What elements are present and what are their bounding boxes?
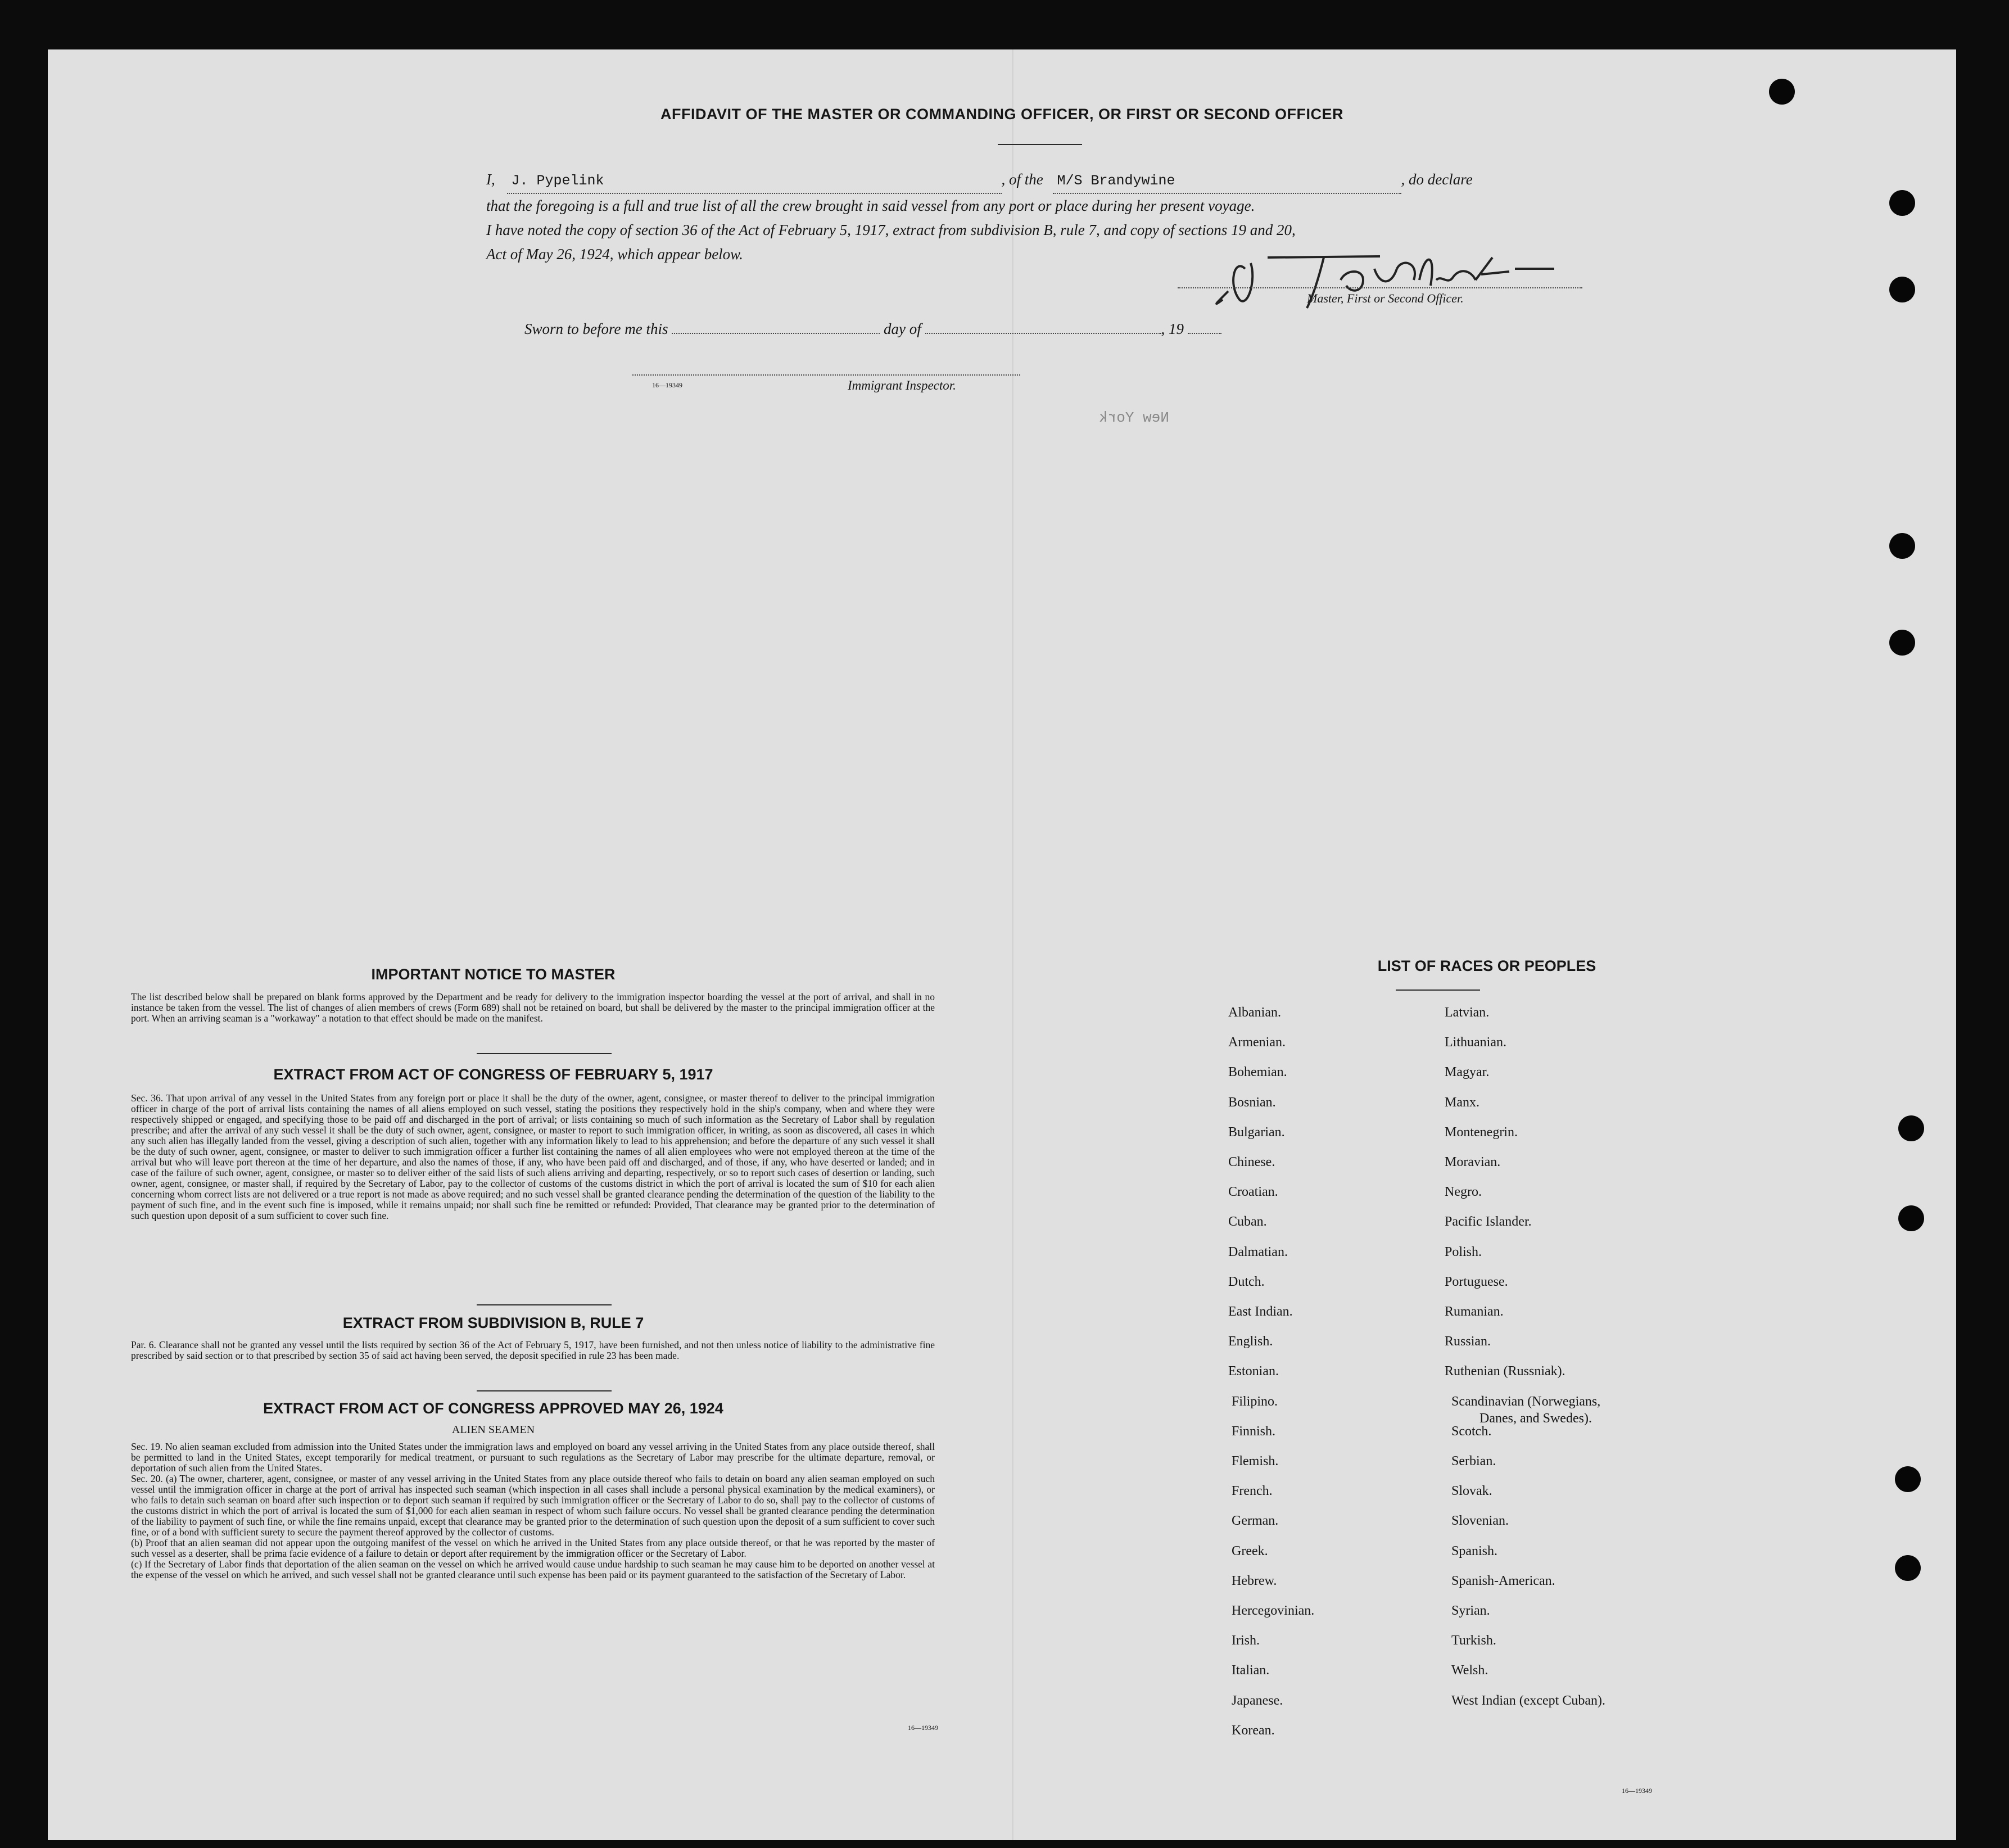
binder-hole [1889,533,1915,559]
race-item: Cuban. [1228,1214,1267,1230]
declaration-line-4: Act of May 26, 1924, which appear below. [486,246,743,263]
stamp-text: New York [1099,409,1169,426]
form-number: 16—19349 [908,1724,938,1732]
race-item: Spanish-American. [1451,1573,1555,1588]
sworn-day-field [672,333,880,334]
race-item: Negro. [1445,1185,1482,1200]
binder-hole [1898,1115,1924,1141]
day-of-label: day of [884,320,921,337]
binder-hole [1889,277,1915,302]
race-item: Filipino. [1232,1394,1278,1409]
race-item: Scandinavian (Norwegians, [1451,1394,1601,1409]
race-item: Slovenian. [1451,1513,1509,1529]
race-item: Serbian. [1451,1454,1496,1469]
section-rule [477,1304,612,1305]
race-item: Syrian. [1451,1603,1490,1618]
race-item: Armenian. [1228,1035,1286,1050]
race-item: Spanish. [1451,1543,1498,1558]
document-page [48,49,1956,1840]
notice-title: IMPORTANT NOTICE TO MASTER [371,966,616,983]
race-item: Scotch. [1451,1424,1492,1439]
race-item: Dutch. [1228,1274,1265,1289]
race-item: Dalmatian. [1228,1244,1288,1259]
binder-hole [1889,630,1915,656]
race-item: Bulgarian. [1228,1124,1285,1140]
section-rule [477,1390,612,1391]
declaration-line-3: I have noted the copy of section 36 of the Act of February 5, 1917, extract from subdivision B, rule 7, and copy of sections 19 and 20, [486,222,1296,238]
sec-20b-text: (b) Proof that an alien seaman did not appear upon the outgoing manifest of the vessel on which he arrived in the United States from any place outside thereof, or that he was reported by the master of such vessel as a deserter, shall be prima facie evidence of a failure to detain or deport after requirement by the immigration officer or the Secretary of Labor. [131,1537,935,1559]
race-item: Bohemian. [1228,1065,1287,1080]
race-item: French. [1232,1484,1273,1499]
form-number: 16—19349 [1622,1787,1652,1795]
race-item: Manx. [1445,1095,1479,1110]
race-item: Japanese. [1232,1693,1283,1708]
race-item: Turkish. [1451,1633,1496,1648]
vessel-name: M/S Brandywine [1057,173,1175,189]
binder-hole [1898,1205,1924,1231]
race-item: Magyar. [1445,1065,1490,1080]
race-item: Rumanian. [1445,1304,1504,1319]
extract-1917-title: EXTRACT FROM ACT OF CONGRESS OF FEBRUARY 5, 1917 [273,1066,713,1083]
of-the-label: , of the [1001,171,1043,188]
race-item: Danes, and Swedes). [1479,1411,1592,1426]
race-item: Lithuanian. [1445,1035,1506,1050]
race-item: West Indian (except Cuban). [1451,1693,1605,1708]
extract-rule7-title: EXTRACT FROM SUBDIVISION B, RULE 7 [342,1314,644,1331]
race-item: Hercegovinian. [1232,1603,1315,1618]
binder-hole [1769,79,1795,105]
sworn-label: Sworn to before me this [524,320,668,337]
race-item: Italian. [1232,1663,1270,1678]
races-title-rule [1396,989,1480,991]
section-rule [477,1053,612,1054]
race-item: Russian. [1445,1334,1491,1349]
race-item: Montenegrin. [1445,1124,1518,1140]
declarant-name: J. Pypelink [511,173,604,189]
binder-hole [1895,1555,1921,1581]
race-item: Portuguese. [1445,1274,1508,1289]
sworn-month-field [925,333,1161,334]
signature-line [1178,287,1582,288]
sec-20c-text: (c) If the Secretary of Labor finds that deportation of the alien seaman on the vessel on which he arrived would cause undue hardship to such seaman he may cause him to be deported on another vessel at the expense of the vessel on which he arrived, and such vessel shall not be granted clearance until such expense has been paid or its payment guaranteed to the satisfaction of the Secretary of Labor. [131,1558,935,1580]
sworn-line [524,317,1221,341]
title-rule [998,144,1082,145]
declarant-name-field [507,168,1002,194]
signature-caption: Master, First or Second Officer. [1307,291,1464,305]
race-item: Latvian. [1445,1005,1490,1020]
race-item: Slovak. [1451,1484,1492,1499]
race-item: Greek. [1232,1543,1268,1558]
race-item: German. [1232,1513,1279,1529]
race-item: Ruthenian (Russniak). [1445,1364,1565,1379]
vessel-name-field [1053,168,1401,194]
binder-hole [1895,1466,1921,1492]
year-label: , 19 [1161,320,1184,337]
extract-1917-text: Sec. 36. That upon arrival of any vessel in the United States from any foreign port or place it shall be the duty of the owner, agent, consignee, or master thereof to deliver to the principal immigration officer in charge of the port of arrival lists containing the names of all aliens employed on such vessel, stating the positions they respectively hold in the ship's company, when and where they were respectively shipped or engaged, and specifying those to be paid off and discharged in the port of arrival; or lists containing so much of such information as the Secretary of Labor shall by regulation prescribe; and after the arrival of any such vessel it shall be the duty of such owner, agent, consignee, or master to report to such immigration officer, in writing, as soon as discovered, all cases in which any such alien has illegally landed from the vessel, giving a description of such alien, together with any information likely to lead to his apprehension; and before the departure of any such vessel it shall be the duty of such owner, agent, consignee, or master to deliver to such immigration officer a further list containing the names of all alien employees who were not employed thereon at the time of the arrival but who will leave port thereon at the time of her departure, and also the names of those, if any, who have been paid off and discharged, and of those, if any, who have deserted or landed; and in case of the failure of such owner, agent, consignee, or master so to deliver either of the said lists of such aliens arriving and departing, respectively, or so to report such cases of desertion or landing, such owner, agent, consignee, or master shall, if required by the Secretary of Labor, pay to the collector of customs of the customs district in which the port of arrival is located the sum of $10 for each alien concerning whom correct lists are not delivered or a true report is not made as above required; and no such vessel shall be granted clearance pending the determination of the question of the liability to the payment of such fine, and in the event such fine is imposed, while it remains unpaid; nor shall such fine be remitted or refunded: Provided, That clearance may be granted prior to the determination of such question upon deposit of a sum sufficient to cover such fine. [131,1092,935,1221]
form-number: 16—19349 [652,381,682,389]
race-item: Korean. [1232,1723,1275,1738]
i-label: I, [486,171,495,188]
race-item: Estonian. [1228,1364,1279,1379]
notice-text: The list described below shall be prepared on blank forms approved by the Department and be ready for delivery to the immigration inspector boarding the vessel at the port of arrival, and shall in no instance be taken from the vessel. The list of changes of alien members of crews (Form 689) shall not be retained on board, but shall be delivered by the master to the principal immigration officer at the port. When an arriving seaman is a "workaway" a notation to that effect should be made on the manifest. [131,991,935,1024]
affidavit-title: AFFIDAVIT OF THE MASTER OR COMMANDING OFFICER, OR FIRST OR SECOND OFFICER [660,106,1343,123]
race-item: Chinese. [1228,1155,1275,1169]
sworn-year-field [1188,333,1221,334]
declaration-line-2: that the foregoing is a full and true list of all the crew brought in said vessel from any port or place during her present voyage. [486,197,1255,214]
race-item: Hebrew. [1232,1573,1277,1588]
race-item: Flemish. [1232,1454,1279,1469]
sec-20a-text: Sec. 20. (a) The owner, charterer, agent, consignee, or master of any vessel arriving in the United States from any place outside thereof who fails to detain on board any alien seaman employed on such vessel until the immigration officer in charge at the port of arrival has inspected such seaman (which inspection in all cases shall include a personal physical examination by the medical examiners), or who fails to detain such seaman on board after such inspection or to deport such seaman if required by such immigration officer or the Secretary of Labor to do so, shall pay to the collector of customs of the customs district in which the port of arrival is located the sum of $1,000 for each alien seaman in respect of whom such failure occurs. No vessel shall be granted clearance pending the determination of the liability to payment of such fine, or while the fine remains unpaid, except that clearance may be granted prior to the determination of such question upon the deposit of a sum sufficient to cover such fine, or of a bond with sufficient surety to secure the payment thereof approved by the collector of customs. [131,1473,935,1538]
inspector-line [632,374,1020,376]
race-item: East Indian. [1228,1304,1293,1319]
race-item: Moravian. [1445,1155,1501,1169]
race-item: English. [1228,1334,1273,1349]
extract-1924-sections [131,1442,935,1580]
race-item: Finnish. [1232,1424,1276,1439]
inspector-caption: Immigrant Inspector. [848,378,956,392]
race-item: Bosnian. [1228,1095,1276,1110]
extract-1924-title: EXTRACT FROM ACT OF CONGRESS APPROVED MAY 26, 1924 [263,1400,723,1417]
race-item: Welsh. [1451,1663,1488,1678]
race-item: Polish. [1445,1244,1482,1259]
race-item: Croatian. [1228,1185,1278,1200]
do-declare-label: , do declare [1401,171,1473,188]
race-item: Irish. [1232,1633,1260,1648]
extract-rule7-text: Par. 6. Clearance shall not be granted any vessel until the lists required by section 36 of the Act of February 5, 1917, have been furnished, and not then unless notice of liability to the administrative fine prescribed by said section or to that prescribed by section 35 of said act having been served, the deposit specified in rule 23 has been made. [131,1339,935,1361]
race-item: Pacific Islander. [1445,1214,1532,1230]
sec-19-text: Sec. 19. No alien seaman excluded from admission into the United States under the immigration laws and employed on board any vessel arriving in the United States from any place outside thereof, shall be permitted to land in the United States, except temporarily for medical treatment, or pursuant to such regulations as the Secretary of Labor may prescribe for the ultimate departure, removal, or deportation of such alien from the United States. [131,1441,935,1474]
extract-1924-subtitle: ALIEN SEAMEN [451,1424,535,1436]
binder-hole [1889,190,1915,216]
race-item: Albanian. [1228,1005,1281,1020]
races-title: LIST OF RACES OR PEOPLES [1377,957,1596,974]
